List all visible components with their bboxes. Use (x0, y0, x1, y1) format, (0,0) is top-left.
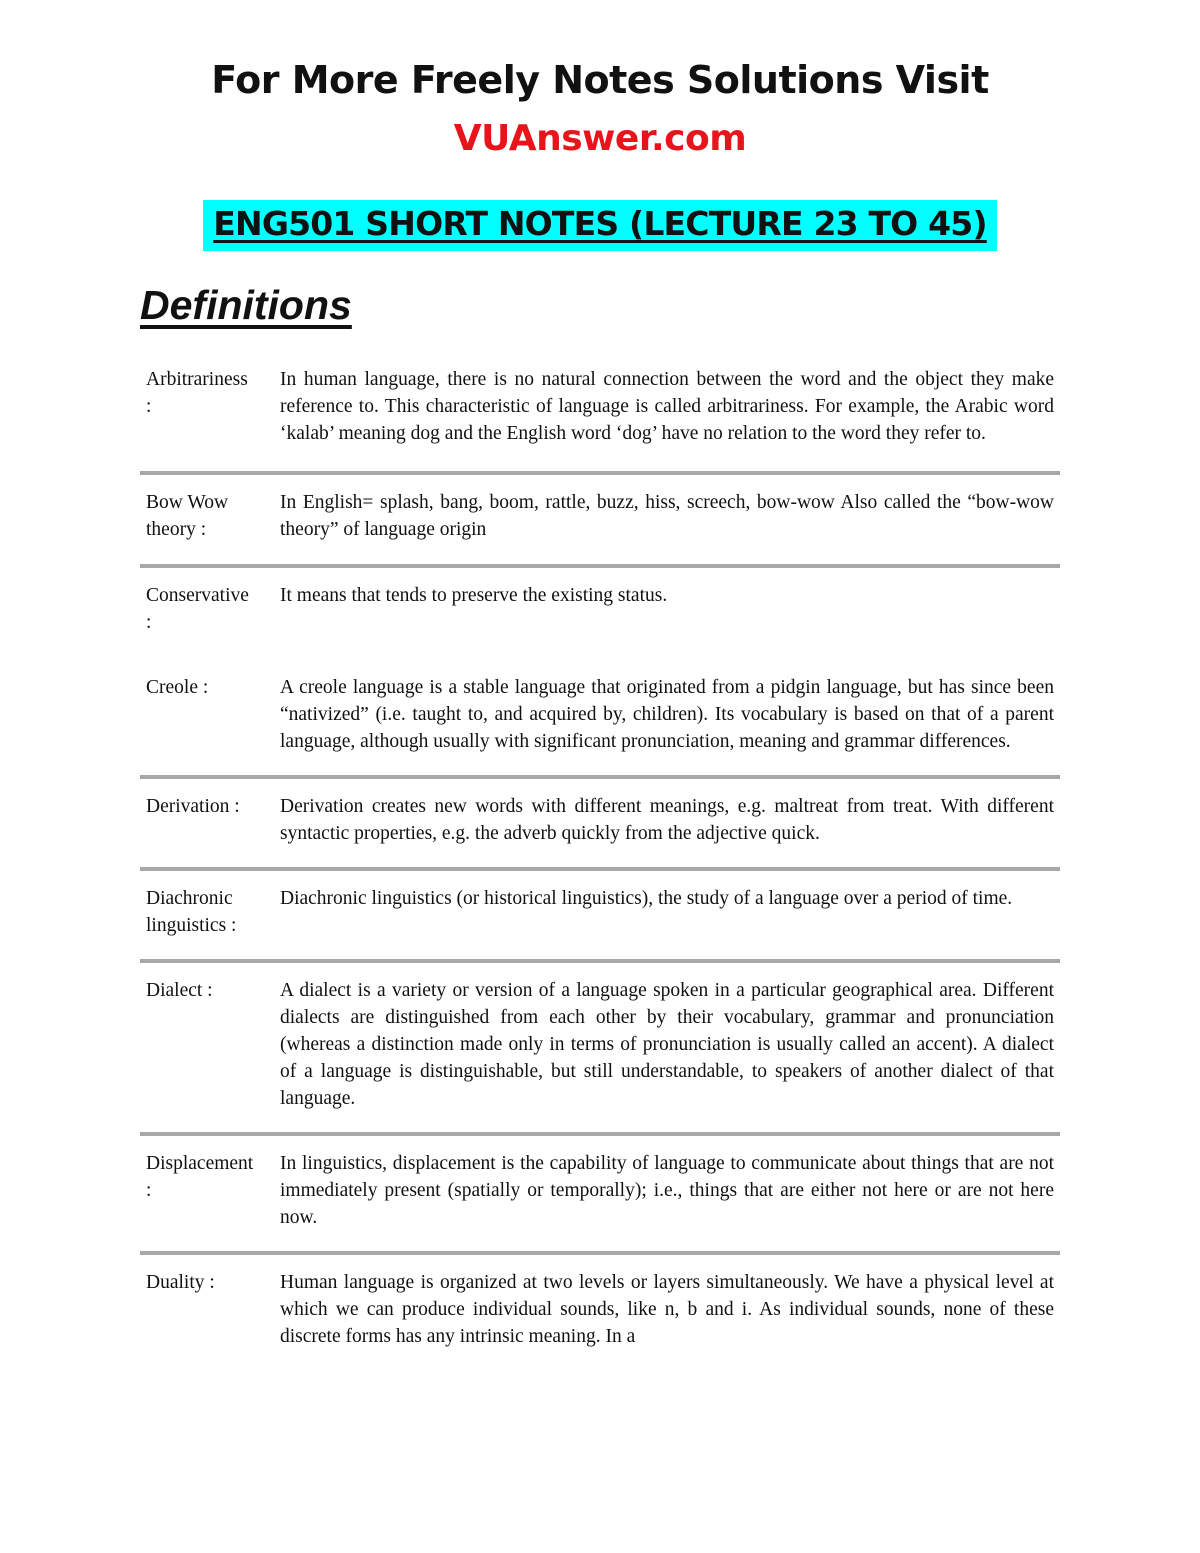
definition-text: In linguistics, displacement is the capability of language to communicate about things that are not immediately present (spatially or temporally); i.e., things that are either not here or are not here now. (280, 1153, 1054, 1228)
divider (140, 1132, 1060, 1136)
definition-term: Derivation : (146, 796, 240, 817)
definition-text: Human language is organized at two levels or layers simultaneously. We have a physical level at which we can produce individual sounds, like n, b and i. As individual sounds, none of these discrete forms has any intrinsic meaning. In a (280, 1272, 1054, 1347)
divider (140, 1251, 1060, 1255)
definition-item (140, 1269, 1060, 1350)
definition-term: Bow Wow theory : (146, 492, 229, 540)
definition-term: Duality : (146, 1272, 215, 1293)
definition-term: Conservative : (146, 585, 249, 633)
divider (140, 867, 1060, 871)
definition-term: Displacement : (146, 1153, 254, 1201)
definition-text: Diachronic linguistics (or historical linguistics), the study of a language over a period of time. (280, 888, 1013, 909)
definition-term: Diachronic linguistics : (146, 888, 237, 936)
doc-title: ENG501 SHORT NOTES (LECTURE 23 TO 45) (203, 200, 996, 251)
definition-term: Dialect : (146, 980, 213, 1001)
promo-heading: For More Freely Notes Solutions Visit (211, 58, 989, 102)
definition-term: Arbitrariness : (146, 369, 248, 417)
definition-text: A dialect is a variety or version of a language spoken in a particular geographical area. Different dialects are distinguished from each other by their vocabulary, grammar and pronunciation (whereas a distinction made only in terms of pronunciation is usually called an accent). A dialect of a language is distinguishable, but still understandable, to speakers of another dialect of that language. (280, 980, 1054, 1109)
definition-item (140, 1150, 1060, 1231)
definition-text: In human language, there is no natural connection between the word and the object they make reference to. This characteristic of language is called arbitrariness. For example, the Arabic word ‘kalab’ meaning dog and the English word ‘dog’ have no relation to the word they refer to. (280, 369, 1054, 444)
definition-text: In English= splash, bang, boom, rattle, buzz, hiss, screech, bow-wow Also called the “bow-wow theory” of language origin (280, 492, 1054, 540)
definition-term: Creole : (146, 677, 209, 698)
divider (140, 959, 1060, 963)
definition-item (140, 366, 1060, 447)
divider (140, 564, 1060, 568)
definition-item (140, 674, 1060, 755)
divider (140, 775, 1060, 779)
definitions-list (140, 366, 1060, 1350)
definition-text: It means that tends to preserve the existing status. (280, 585, 668, 606)
definition-text: Derivation creates new words with different meanings, e.g. maltreat from treat. With different syntactic properties, e.g. the adverb quickly from the adjective quick. (280, 796, 1054, 844)
definition-item (140, 977, 1060, 1112)
section-heading: Definitions (140, 282, 352, 328)
definition-item (140, 885, 1060, 939)
divider (140, 471, 1060, 475)
doc-title-container (0, 200, 1200, 251)
definition-text: A creole language is a stable language that originated from a pidgin language, but has since been “nativized” (i.e. taught to, and acquired by, children). Its vocabulary is based on that of a parent language, although usually with significant pronunciation, meaning and grammar differences. (280, 677, 1054, 752)
definition-item (140, 582, 1060, 636)
definition-item (140, 489, 1060, 543)
site-link[interactable]: VUAnswer.com (453, 118, 747, 159)
definition-item (140, 793, 1060, 847)
